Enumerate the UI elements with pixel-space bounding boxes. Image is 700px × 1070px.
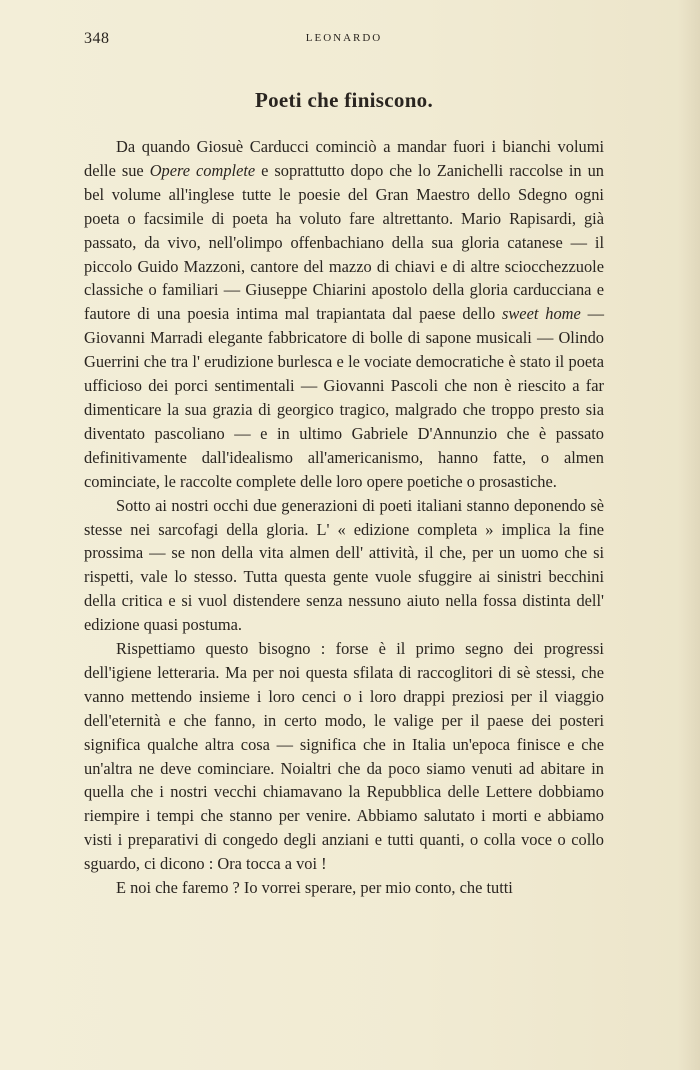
paragraph-3: Rispettiamo questo bisogno : forse è il primo segno dei progressi dell'igiene letteraria. Ma per noi questa sfilata di raccoglitori di sè stessi, che vanno mettendo insieme i loro cenci o i loro drappi preziosi per il viaggio dell'eternità e che fanno, in certo modo, le valige per il paese dei posteri significa qualche altra cosa — significa che in Italia un'epoca finisce e che un'altra ne deve cominciare. Noialtri che da poco siamo venuti ad abitare in quella che i nostri vecchi chiamavano la Repubblica delle Lettere dobbiamo riempire i tempi che stanno per venire. Abbiamo salutato i morti e abbiamo visti i preparativi di congedo degli anziani e tutti quanti, o colla voce o collo sguardo, ci dicono : Ora tocca a voi ! bbox=[84, 639, 604, 874]
page-number: 348 bbox=[84, 30, 110, 47]
italic-work-title: Opere complete bbox=[149, 160, 256, 180]
paragraph-4: E noi che faremo ? Io vorrei sperare, per mio conto, che tutti bbox=[116, 878, 513, 898]
paragraph-2: Sotto ai nostri occhi due generazioni di poeti italiani stanno deponendo sè stesse nei sarcofagi della gloria. L' « edizione completa » implica la fine prossima — se non della vita almen dell' attività, il che, per un uomo che si rispetti, vale lo stesso. Tutta questa gente vuole sfuggire ai sinistri becchini della critica e si vuol distendere senza nessuno aiuto nella fossa distinta dell' edizione quasi postuma. bbox=[84, 495, 604, 635]
paragraph-1-text-c: — Giovanni Marradi elegante fabbricatore di bolle di sapone musicali — Olindo Guerrini che tra l' erudizione burlesca e le vociate democratiche è stato il poeta ufficioso dei porci sentimentali — Giovanni Pascoli che non è riescito a far dimenticare la sua grazia di georgico tragico, malgrado che troppo presto sia diventato pascoliano — e in ultimo Gabriele D'Annunzio che è passato definitivamente dall'idealismo all'americanismo, hanno fatte, o almen cominciate, le raccolte complete delle loro opere poetiche o prosastiche. bbox=[84, 304, 604, 491]
article-body bbox=[84, 135, 604, 900]
article-title: Poeti che finiscono. bbox=[254, 88, 434, 112]
page-header bbox=[84, 30, 604, 50]
italic-phrase: sweet home bbox=[501, 304, 581, 324]
page-edge-shadow bbox=[678, 0, 700, 1070]
paragraph-1-text-b: e soprattutto dopo che lo Zanichelli raccolse in un bel volume all'inglese tutte le poesie del Gran Maestro dello Sdegno ogni poeta o facsimile di poeta ha voluto fare altrettanto. Mario Rapisardi, già passato, da vivo, nell'olimpo offenbachiano della sua gloria catanese — il piccolo Guido Mazzoni, cantore del mazzo di chiavi e di altre sciocchezzuole classiche o familiari — Giuseppe Chiarini apostolo della gloria carducciana e fautore di una poesia intima mal trapiantata dal paese dello bbox=[84, 160, 604, 324]
paragraph-1-text-a: Da quando Giosuè Carducci cominciò a mandar fuori i bianchi volumi delle sue bbox=[84, 137, 604, 180]
paragraph-1 bbox=[84, 135, 604, 494]
running-head: LEONARDO bbox=[305, 32, 383, 44]
